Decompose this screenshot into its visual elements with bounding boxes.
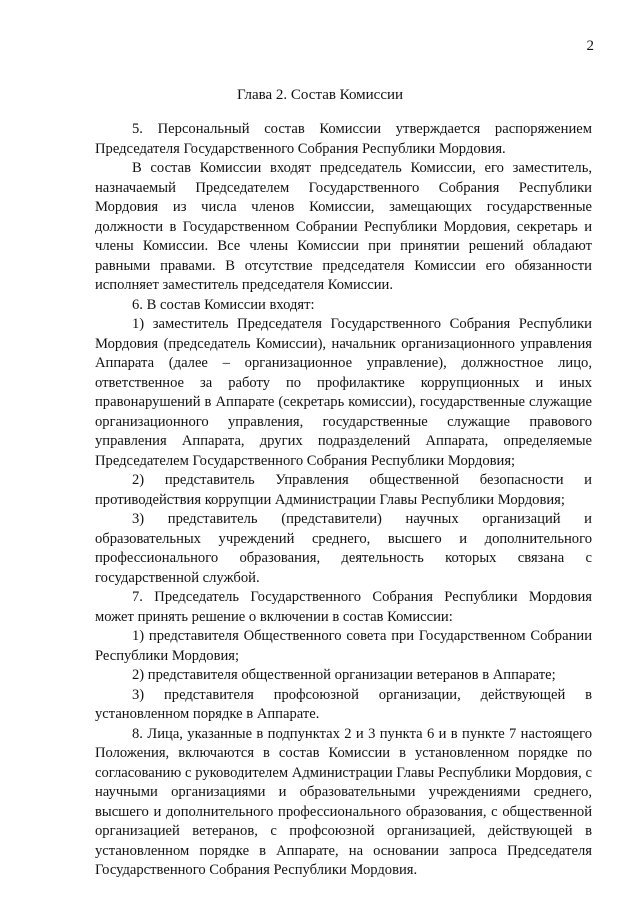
paragraph-6-item-1: 1) заместитель Председателя Государственного Собрания Республики Мордовия (председатель Комиссии), начальник организационного управления Аппарата (далее – организационное управление), должностное лицо, ответственное за работу по профилактике коррупционных и иных правонарушений в Аппарате (секретарь комиссии), государственные служащие организационного управления, государственные служащие правового управления Аппарата, других подразделений Аппарата, определяемые Председателем Государственного Собрания Республики Мордовия; [95,316,592,469]
paragraph-5: 5. Персональный состав Комиссии утверждается распоряжением Председателя Государственного Собрания Республики Мордовия. [95,121,592,157]
paragraph-7-item-1: 1) представителя Общественного совета при Государственном Собрании Республики Мордовия; [95,628,592,664]
chapter-title: Глава 2. Состав Комиссии [236,87,404,103]
paragraph-6-item-3: 3) представитель (представители) научных организаций и образовательных учреждений среднего, высшего и дополнительного профессионального образования, деятельность которых связана с государственной службой. [95,511,592,586]
document-body [95,120,592,881]
paragraph-7-item-3: 3) представителя профсоюзной организации, действующей в установленном порядке в Аппарате. [95,686,592,722]
paragraph-6: 6. В состав Комиссии входят: [132,296,315,313]
paragraph-6-item-2: 2) представитель Управления общественной безопасности и противодействия коррупции Администрации Главы Республики Мордовия; [95,472,592,508]
paragraph-7-item-2: 2) представителя общественной организации ветеранов в Аппарате; [132,667,556,683]
page-number: 2 [586,38,594,54]
paragraph-7: 7. Председатель Государственного Собрания Республики Мордовия может принять решение о включении в состав Комиссии: [95,589,592,625]
paragraph-commission-composition: В состав Комиссии входят председатель Комиссии, его заместитель, назначаемый Председателем Государственного Собрания Республики Мордовия из числа членов Комиссии, замещающих государственные должности в Государственном Собрании Республики Мордовия, секретарь и члены Комиссии. Все члены Комиссии при принятии решений обладают равными правами. В отсутствие председателя Комиссии его обязанности исполняет заместитель председателя Комиссии. [95,160,592,293]
paragraph-8: 8. Лица, указанные в подпунктах 2 и 3 пункта 6 и в пункте 7 настоящего Положения, включаются в состав Комиссии в установленном порядке по согласованию с руководителем Администрации Главы Республики Мордовия, с научными организациями и образовательными учреждениями среднего, высшего и дополнительного профессионального образования, с общественной организацией ветеранов, с профсоюзной организацией, действующей в установленном порядке в Аппарате, на основании запроса Председателя Государственного Собрания Республики Мордовия. [95,725,592,878]
